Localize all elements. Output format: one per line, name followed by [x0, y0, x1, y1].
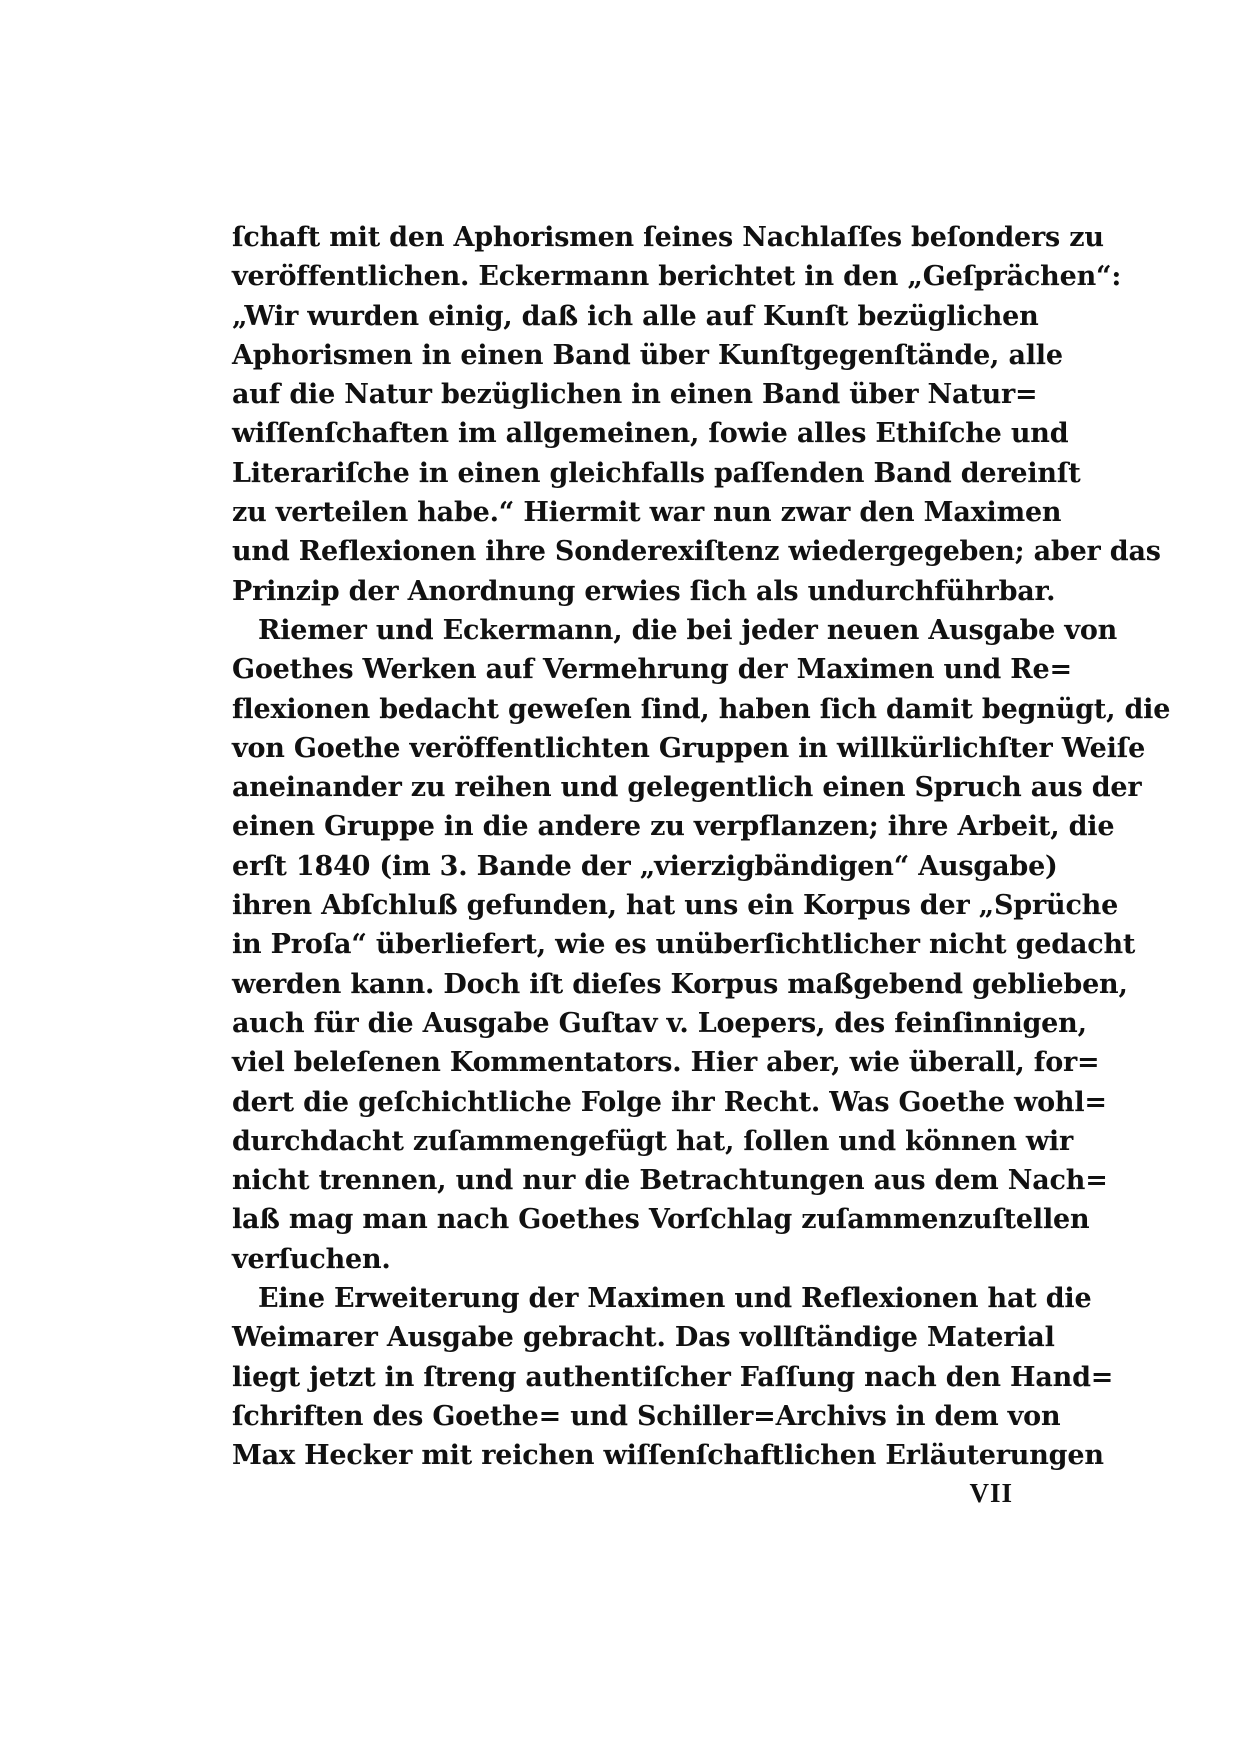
text-line: liegt jetzt in ſtreng authentiſcher Faſſung nach den Hand= [232, 1361, 1114, 1393]
text-line: verſuchen. [232, 1243, 391, 1275]
text-line: werden kann. Doch iſt dieſes Korpus maßgebend geblieben, [232, 968, 1128, 1000]
text-line: auch für die Ausgabe Guſtav v. Loepers, des feinſinnigen, [232, 1007, 1087, 1039]
text-line: ihren Abſchluß gefunden, hat uns ein Korpus der „Sprüche [232, 890, 1119, 922]
text-line: einen Gruppe in die andere zu verpflanzen; ihre Arbeit, die [232, 811, 1115, 843]
text-line: aneinander zu reihen und gelegentlich einen Spruch aus der [232, 772, 1142, 804]
text-line: dert die geſchichtliche Folge ihr Recht. Was Goethe wohl= [232, 1086, 1107, 1118]
text-line: Weimarer Ausgabe gebracht. Das vollſtändige Material [232, 1322, 1055, 1354]
text-line: wiſſenſchaften im allgemeinen, ſowie alles Ethiſche und [232, 418, 1069, 450]
text-line: ſchriften des Goethe= und Schiller=Archivs in dem von [232, 1400, 1061, 1432]
text-line: von Goethe veröffentlichten Gruppen in willkürlichſter Weiſe [232, 732, 1146, 764]
body-text [232, 218, 1171, 1476]
text-line: ſchaft mit den Aphorismen ſeines Nachlaſſes beſonders zu [232, 222, 1104, 253]
text-line: Prinzip der Anordnung erwies ſich als undurchführbar. [232, 575, 1056, 607]
text-line: veröffentlichen. Eckermann berichtet in den „Geſprächen“: [232, 261, 1122, 293]
text-line: nicht trennen, und nur die Betrachtungen aus dem Nach= [232, 1165, 1108, 1197]
text-line: Literariſche in einen gleichfalls paſſenden Band dereinſt [232, 457, 1081, 489]
text-line: Goethes Werken auf Vermehrung der Maximen und Re= [232, 654, 1072, 686]
text-line: auf die Natur bezüglichen in einen Band über Natur= [232, 379, 1038, 411]
text-line: erſt 1840 (im 3. Bande der „vierzigbändigen“ Ausgabe) [232, 850, 1058, 882]
text-line: in Proſa“ überliefert, wie es unüberſichtlicher nicht gedacht [232, 929, 1136, 961]
page-number: VII [969, 1478, 1013, 1508]
text-line: „Wir wurden einig, daß ich alle auf Kunſt bezüglichen [232, 300, 1039, 332]
text-line: Aphorismen in einen Band über Kunſtgegenſtände, alle [232, 339, 1063, 371]
text-line: Max Hecker mit reichen wiſſenſchaftlichen Erläuterungen [232, 1440, 1104, 1472]
text-line: zu verteilen habe.“ Hiermit war nun zwar den Maximen [232, 497, 1062, 529]
text-line: viel beleſenen Kommentators. Hier aber, wie überall, for= [232, 1047, 1100, 1079]
text-line: flexionen bedacht geweſen ſind, haben ſich damit begnügt, die [232, 693, 1171, 725]
text-line: und Reflexionen ihre Sonderexiſtenz wiedergegeben; aber das [232, 536, 1161, 568]
text-line: laß mag man nach Goethes Vorſchlag zuſammenzuſtellen [232, 1204, 1090, 1236]
text-line: Riemer und Eckermann, die bei jeder neuen Ausgabe von [258, 614, 1118, 646]
text-line: durchdacht zuſammengefügt hat, ſollen und können wir [232, 1125, 1073, 1157]
text-line: Eine Erweiterung der Maximen und Reflexionen hat die [258, 1283, 1092, 1315]
